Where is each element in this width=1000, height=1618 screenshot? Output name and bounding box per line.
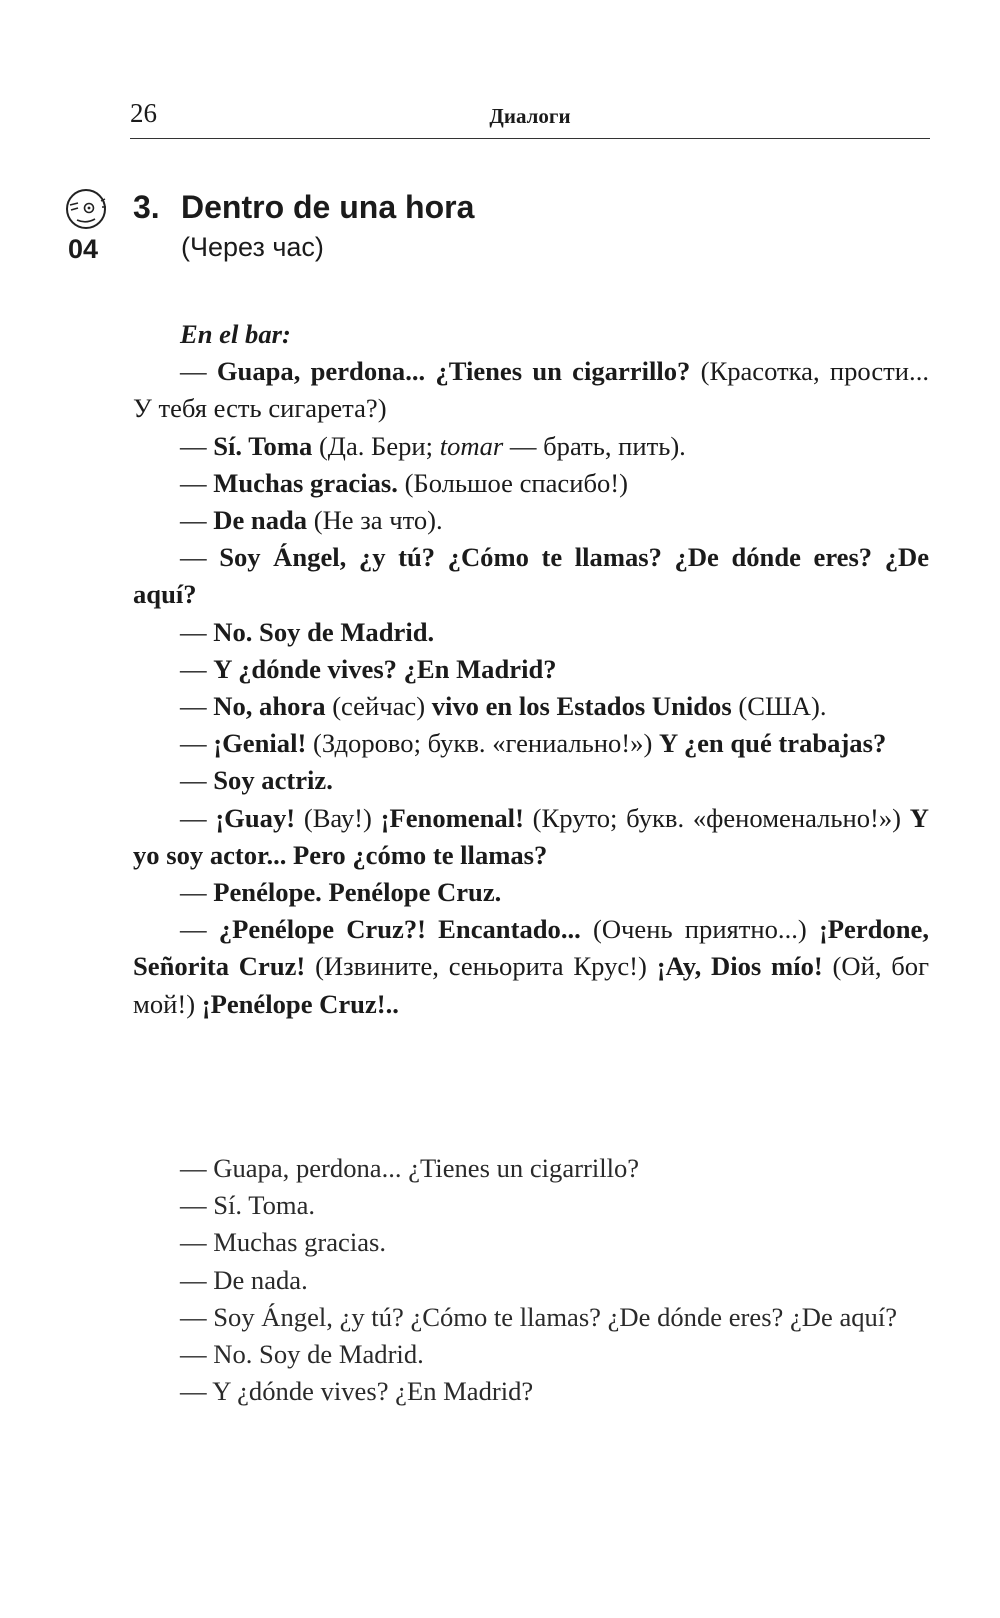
spanish-phrase: Guapa, perdona... ¿Tienes un cigarrillo?: [216, 356, 691, 387]
dialogue-line: [133, 800, 929, 874]
dialogue-practice-text: [133, 1150, 929, 1410]
spanish-phrase: ¿Penélope Cruz?! Encantado...: [218, 914, 581, 945]
dialogue-line: [133, 651, 929, 688]
russian-gloss: (Ой, бог мой!): [133, 951, 930, 1019]
russian-gloss: (Большое спасибо!): [397, 467, 629, 498]
russian-gloss: —: [180, 505, 214, 536]
dialogue-setting: En el bar:: [180, 319, 291, 349]
dialogue-line: [133, 465, 929, 502]
dialogue-line: [133, 502, 929, 539]
russian-gloss: —: [180, 765, 214, 796]
dialogue-with-translation: [133, 316, 929, 1023]
russian-gloss: —: [180, 691, 214, 722]
spanish-phrase: Soy actriz.: [213, 765, 333, 796]
russian-gloss: (Здорово; букв. «гениально!»): [306, 728, 659, 759]
russian-gloss: (Очень приятно...): [580, 914, 819, 945]
spanish-phrase: ¡Perdone, Señorita Cruz!: [133, 914, 929, 982]
dialogue-line: [133, 874, 929, 911]
spanish-phrase: No, ahora: [213, 691, 326, 722]
section-title: Dentro de una hora: [181, 189, 475, 225]
dialogue-line: [133, 353, 929, 427]
spanish-phrase: Sí. Toma: [213, 430, 313, 461]
section-subtitle: (Через час): [181, 232, 324, 262]
spanish-phrase: De nada: [213, 505, 308, 536]
spanish-phrase: ¡Penélope Cruz!..: [201, 988, 399, 1019]
running-title: Диалоги: [489, 104, 571, 128]
italic-term: tomar: [439, 430, 504, 461]
russian-gloss: — брать, пить).: [503, 430, 686, 461]
russian-gloss: —: [180, 914, 219, 945]
dialogue-line: [133, 725, 929, 762]
section-heading: [133, 189, 474, 226]
spanish-phrase: ¡Fenomenal!: [380, 802, 524, 833]
russian-gloss: (Красотка, прости... У тебя есть сигарета?): [133, 356, 929, 424]
dialogue-line: [133, 911, 929, 1023]
dialogue-line: [133, 428, 929, 465]
russian-gloss: (сейчас): [325, 691, 432, 722]
spanish-phrase: ¡Genial!: [213, 728, 307, 759]
spanish-phrase: Y ¿en qué trabajas?: [658, 728, 887, 759]
russian-gloss: —: [180, 728, 214, 759]
audio-track-number: 04: [68, 234, 99, 264]
spanish-phrase: Muchas gracias.: [213, 467, 398, 498]
practice-line: — Sí. Toma.: [180, 1190, 316, 1221]
practice-line: — No. Soy de Madrid.: [180, 1339, 424, 1370]
russian-gloss: (Да. Бери;: [312, 430, 440, 461]
russian-gloss: —: [180, 653, 214, 684]
spanish-phrase: Soy Ángel, ¿y tú? ¿Cómo te llamas? ¿De dónde eres? ¿De aquí?: [133, 542, 929, 610]
practice-line: — Y ¿dónde vives? ¿En Madrid?: [180, 1376, 534, 1407]
russian-gloss: (Извините, сеньорита Крус!): [305, 951, 657, 982]
russian-gloss: —: [180, 467, 214, 498]
spanish-phrase: No. Soy de Madrid.: [213, 616, 435, 647]
dialogue-line: [133, 539, 929, 613]
spanish-phrase: Penélope. Penélope Cruz.: [213, 877, 502, 908]
spanish-phrase: Y ¿dónde vives? ¿En Madrid?: [213, 653, 557, 684]
dialogue-line: [133, 688, 929, 725]
spanish-phrase: ¡Ay, Dios mío!: [656, 951, 823, 982]
spanish-phrase: vivo en los Estados Unidos: [431, 691, 732, 722]
page-number: 26: [130, 98, 157, 128]
practice-lines: [133, 1150, 929, 1410]
russian-gloss: (Вау!): [295, 802, 381, 833]
practice-line: — Muchas gracias.: [180, 1227, 387, 1258]
section-number: 3.: [133, 189, 160, 225]
practice-line: — Soy Ángel, ¿y tú? ¿Cómo te llamas? ¿De dónde eres? ¿De aquí?: [180, 1301, 898, 1332]
russian-gloss: (Круто; букв. «феноменально!»): [523, 802, 910, 833]
russian-gloss: —: [180, 802, 216, 833]
spanish-phrase: Y yo soy actor... Pero ¿cómo te llamas?: [133, 802, 929, 870]
russian-gloss: —: [180, 877, 214, 908]
dialogue-lines: [133, 353, 929, 1023]
russian-gloss: —: [180, 542, 220, 573]
practice-line: — Guapa, perdona... ¿Tienes un cigarrillo?: [180, 1153, 640, 1183]
russian-gloss: —: [180, 430, 214, 461]
russian-gloss: —: [180, 356, 217, 387]
audio-cd-icon: [64, 187, 108, 231]
dialogue-line: [133, 614, 929, 651]
practice-line: — De nada.: [180, 1264, 308, 1295]
russian-gloss: (Не за что).: [307, 505, 443, 536]
page-header: [130, 98, 930, 139]
spanish-phrase: ¡Guay!: [215, 802, 296, 833]
russian-gloss: (США).: [731, 691, 827, 722]
russian-gloss: —: [180, 616, 214, 647]
dialogue-line: [133, 762, 929, 799]
